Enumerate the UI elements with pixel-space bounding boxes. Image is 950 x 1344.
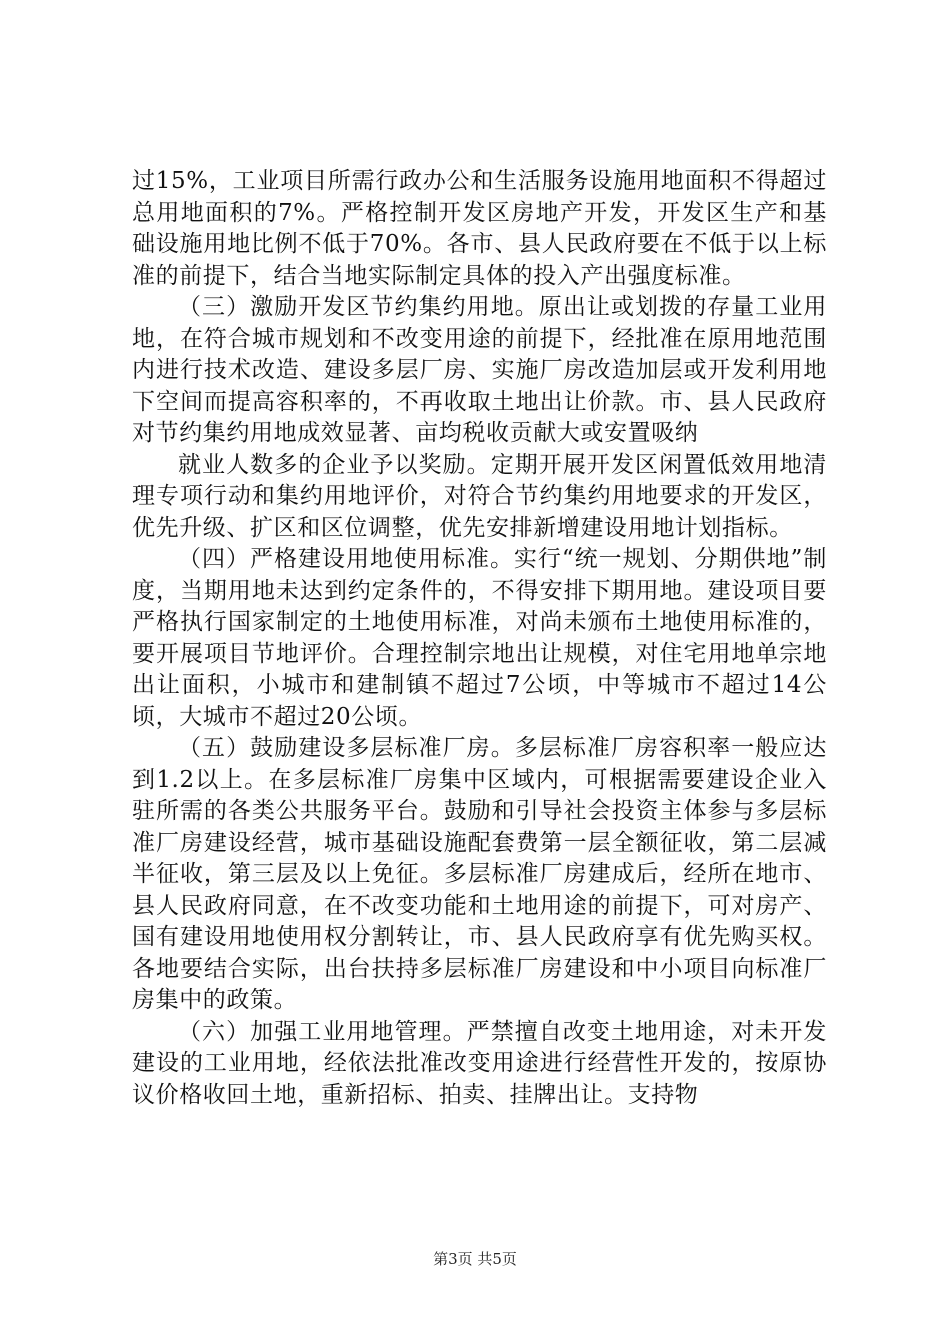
page-number-footer: 第3页 共5页 — [433, 1250, 517, 1268]
paragraph-continuation: 过15%，工业项目所需行政办公和生活服务设施用地面积不得超过总用地面积的7%。严格控制开发区房地产开发，开发区生产和基础设施用地比例不低于70%。各市、县人民政府要在不低于以上标准的前提下，结合当地实际制定具体的投入产出强度标准。 — [132, 168, 827, 289]
paragraph-section-3-continued: 就业人数多的企业予以奖励。定期开展开发区闲置低效用地清理专项行动和集约用地评价，对符合节约集约用地要求的开发区，优先升级、扩区和区位调整，优先安排新增建设用地计划指标。 — [132, 451, 827, 541]
paragraph-section-6: （六）加强工业用地管理。严禁擅自改变土地用途，对未开发建设的工业用地，经依法批准改变用途进行经营性开发的，按原协议价格收回土地，重新招标、拍卖、挂牌出让。支持物 — [132, 1018, 827, 1108]
paragraph-section-5: （五）鼓励建设多层标准厂房。多层标准厂房容积率一般应达到1.2以上。在多层标准厂房集中区域内，可根据需要建设企业入驻所需的各类公共服务平台。鼓励和引导社会投资主体参与多层标准厂房建设经营，城市基础设施配套费第一层全额征收，第二层减半征收，第三层及以上免征。多层标准厂房建成后，经所在地市、县人民政府同意，在不改变功能和土地用途的前提下，可对房产、国有建设用地使用权分割转让，市、县人民政府享有优先购买权。各地要结合实际，出台扶持多层标准厂房建设和中小项目向标准厂房集中的政策。 — [132, 735, 827, 1013]
paragraph-section-4: （四）严格建设用地使用标准。实行“统一规划、分期供地”制度，当期用地未达到约定条件的，不得安排下期用地。建设项目要严格执行国家制定的土地使用标准，对尚未颁布土地使用标准的，要开展项目节地评价。合理控制宗地出让规模，对住宅用地单宗地出让面积，小城市和建制镇不超过7公顷，中等城市不超过14公顷，大城市不超过20公顷。 — [132, 546, 827, 730]
paragraph-section-3: （三）激励开发区节约集约用地。原出让或划拨的存量工业用地，在符合城市规划和不改变用途的前提下，经批准在原用地范围内进行技术改造、建设多层厂房、实施厂房改造加层或开发利用地下空间而提高容积率的，不再收取土地出让价款。市、县人民政府对节约集约用地成效显著、亩均税收贡献大或安置吸纳 — [132, 294, 827, 446]
document-body — [132, 166, 827, 1111]
